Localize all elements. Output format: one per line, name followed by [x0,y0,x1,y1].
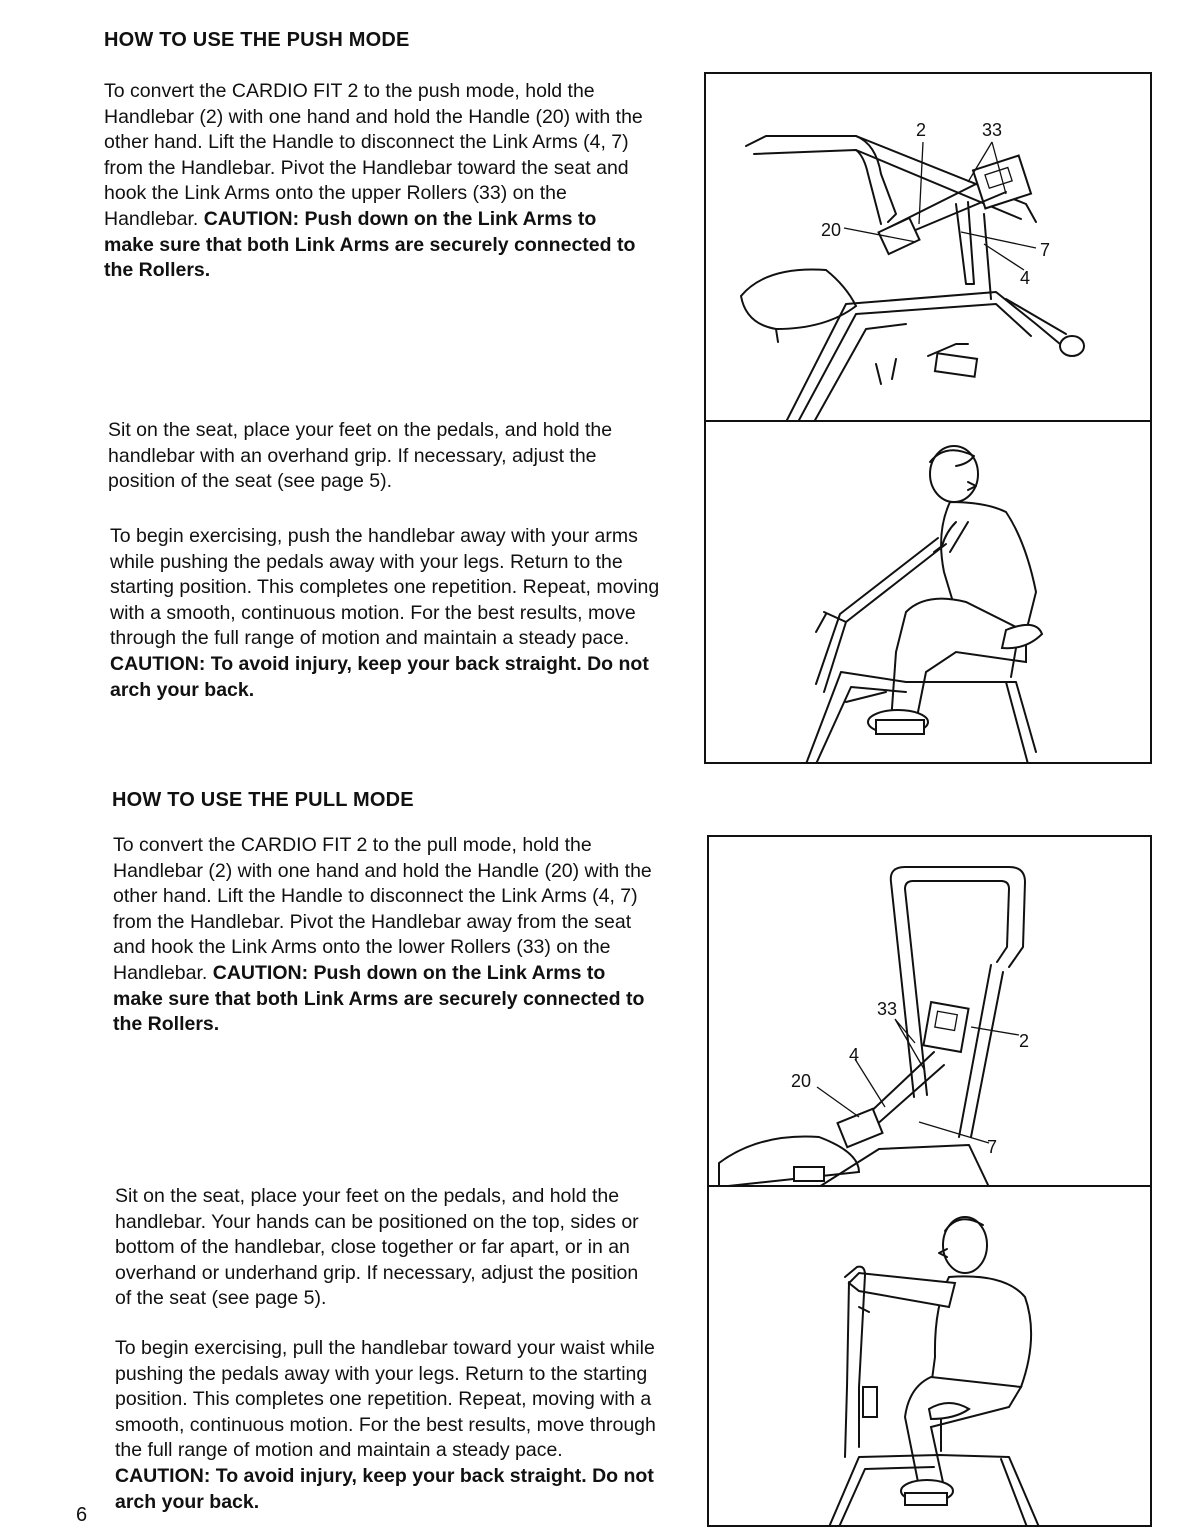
push-callout-2: 2 [916,120,927,140]
pull-mode-convert-paragraph [113,833,653,1038]
pull-exercise-text: To begin exercising, pull the handlebar toward your waist while pushing the pedals away with your legs. Return to the starting position. This completes one repetition. Repeat, moving with a smooth, continuous motion. For the best results, move through the full range of motion and maintain a steady pace. [115,1337,656,1462]
push-convert-text: To convert the CARDIO FIT 2 to the push mode, hold the Handlebar (2) with one hand and hold the Handle (20) with the other hand. Lift the Handle to disconnect the Link Arms (4, 7) from the Handlebar. Pivot the Handlebar toward the seat and hook the Link Arms onto the upper Rollers (33) on the Handlebar. [104,80,643,230]
push-exercise-text: To begin exercising, push the handlebar away with your arms while pushing the pedals away with your legs. Return to the starting position. This completes one repetition. Repeat, moving with a smooth, continuous motion. For the best results, move through the full range of motion and maintain a steady pace. [110,525,660,650]
pull-detail-illustration [709,837,1152,1187]
pull-mode-detail-figure [707,835,1152,1187]
pull-callout-7: 7 [987,1137,998,1157]
push-mode-convert-paragraph [104,79,649,284]
pull-callout-20: 20 [791,1071,812,1091]
pull-callout-4: 4 [849,1045,860,1065]
push-callout-4: 4 [1020,268,1031,288]
pull-exercise-caution: CAUTION: To avoid injury, keep your back straight. Do not arch your back. [115,1464,654,1513]
push-mode-detail-figure [704,72,1152,422]
pull-callout-33: 33 [877,999,898,1019]
push-detail-illustration [706,74,1152,422]
push-callout-33: 33 [982,120,1003,140]
push-convert-caution: CAUTION: Push down on the Link Arms to make sure that both Link Arms are securely connected to the Rollers. [104,207,636,282]
push-mode-rider-figure [704,420,1152,764]
pull-convert-caution: CAUTION: Push down on the Link Arms to make sure that both Link Arms are securely connected to the Rollers. [113,961,645,1036]
pull-mode-exercise-paragraph [115,1336,660,1515]
push-exercise-caution: CAUTION: To avoid injury, keep your back straight. Do not arch your back. [110,652,649,701]
push-mode-heading: HOW TO USE THE PUSH MODE [104,29,410,51]
push-rider-illustration [706,422,1152,764]
push-mode-exercise-paragraph [110,524,662,703]
pull-callout-2: 2 [1019,1031,1030,1051]
pull-mode-heading: HOW TO USE THE PULL MODE [112,789,414,811]
pull-mode-seat-paragraph: Sit on the seat, place your feet on the pedals, and hold the handlebar. Your hands can be positioned on the top, sides or bottom of the handlebar, close together or far apart, or in an overhand or underhand grip. If necessary, adjust the position of the seat (see page 5). [115,1185,639,1310]
push-mode-seat-paragraph: Sit on the seat, place your feet on the pedals, and hold the handlebar with an overhand grip. If necessary, adjust the position of the seat (see page 5). [108,419,613,493]
push-callout-7: 7 [1040,240,1051,260]
pull-mode-rider-figure [707,1185,1152,1527]
pull-convert-text: To convert the CARDIO FIT 2 to the pull mode, hold the Handlebar (2) with one hand and hold the Handle (20) with the other hand. Lift the Handle to disconnect the Link Arms (4, 7) from the Handlebar. Pivot the Handlebar away from the seat and hook the Link Arms onto the lower Rollers (33) on the Handlebar. [113,834,652,984]
push-callout-20: 20 [821,220,842,240]
pull-rider-illustration [709,1187,1152,1527]
page-number: 6 [76,1504,88,1526]
